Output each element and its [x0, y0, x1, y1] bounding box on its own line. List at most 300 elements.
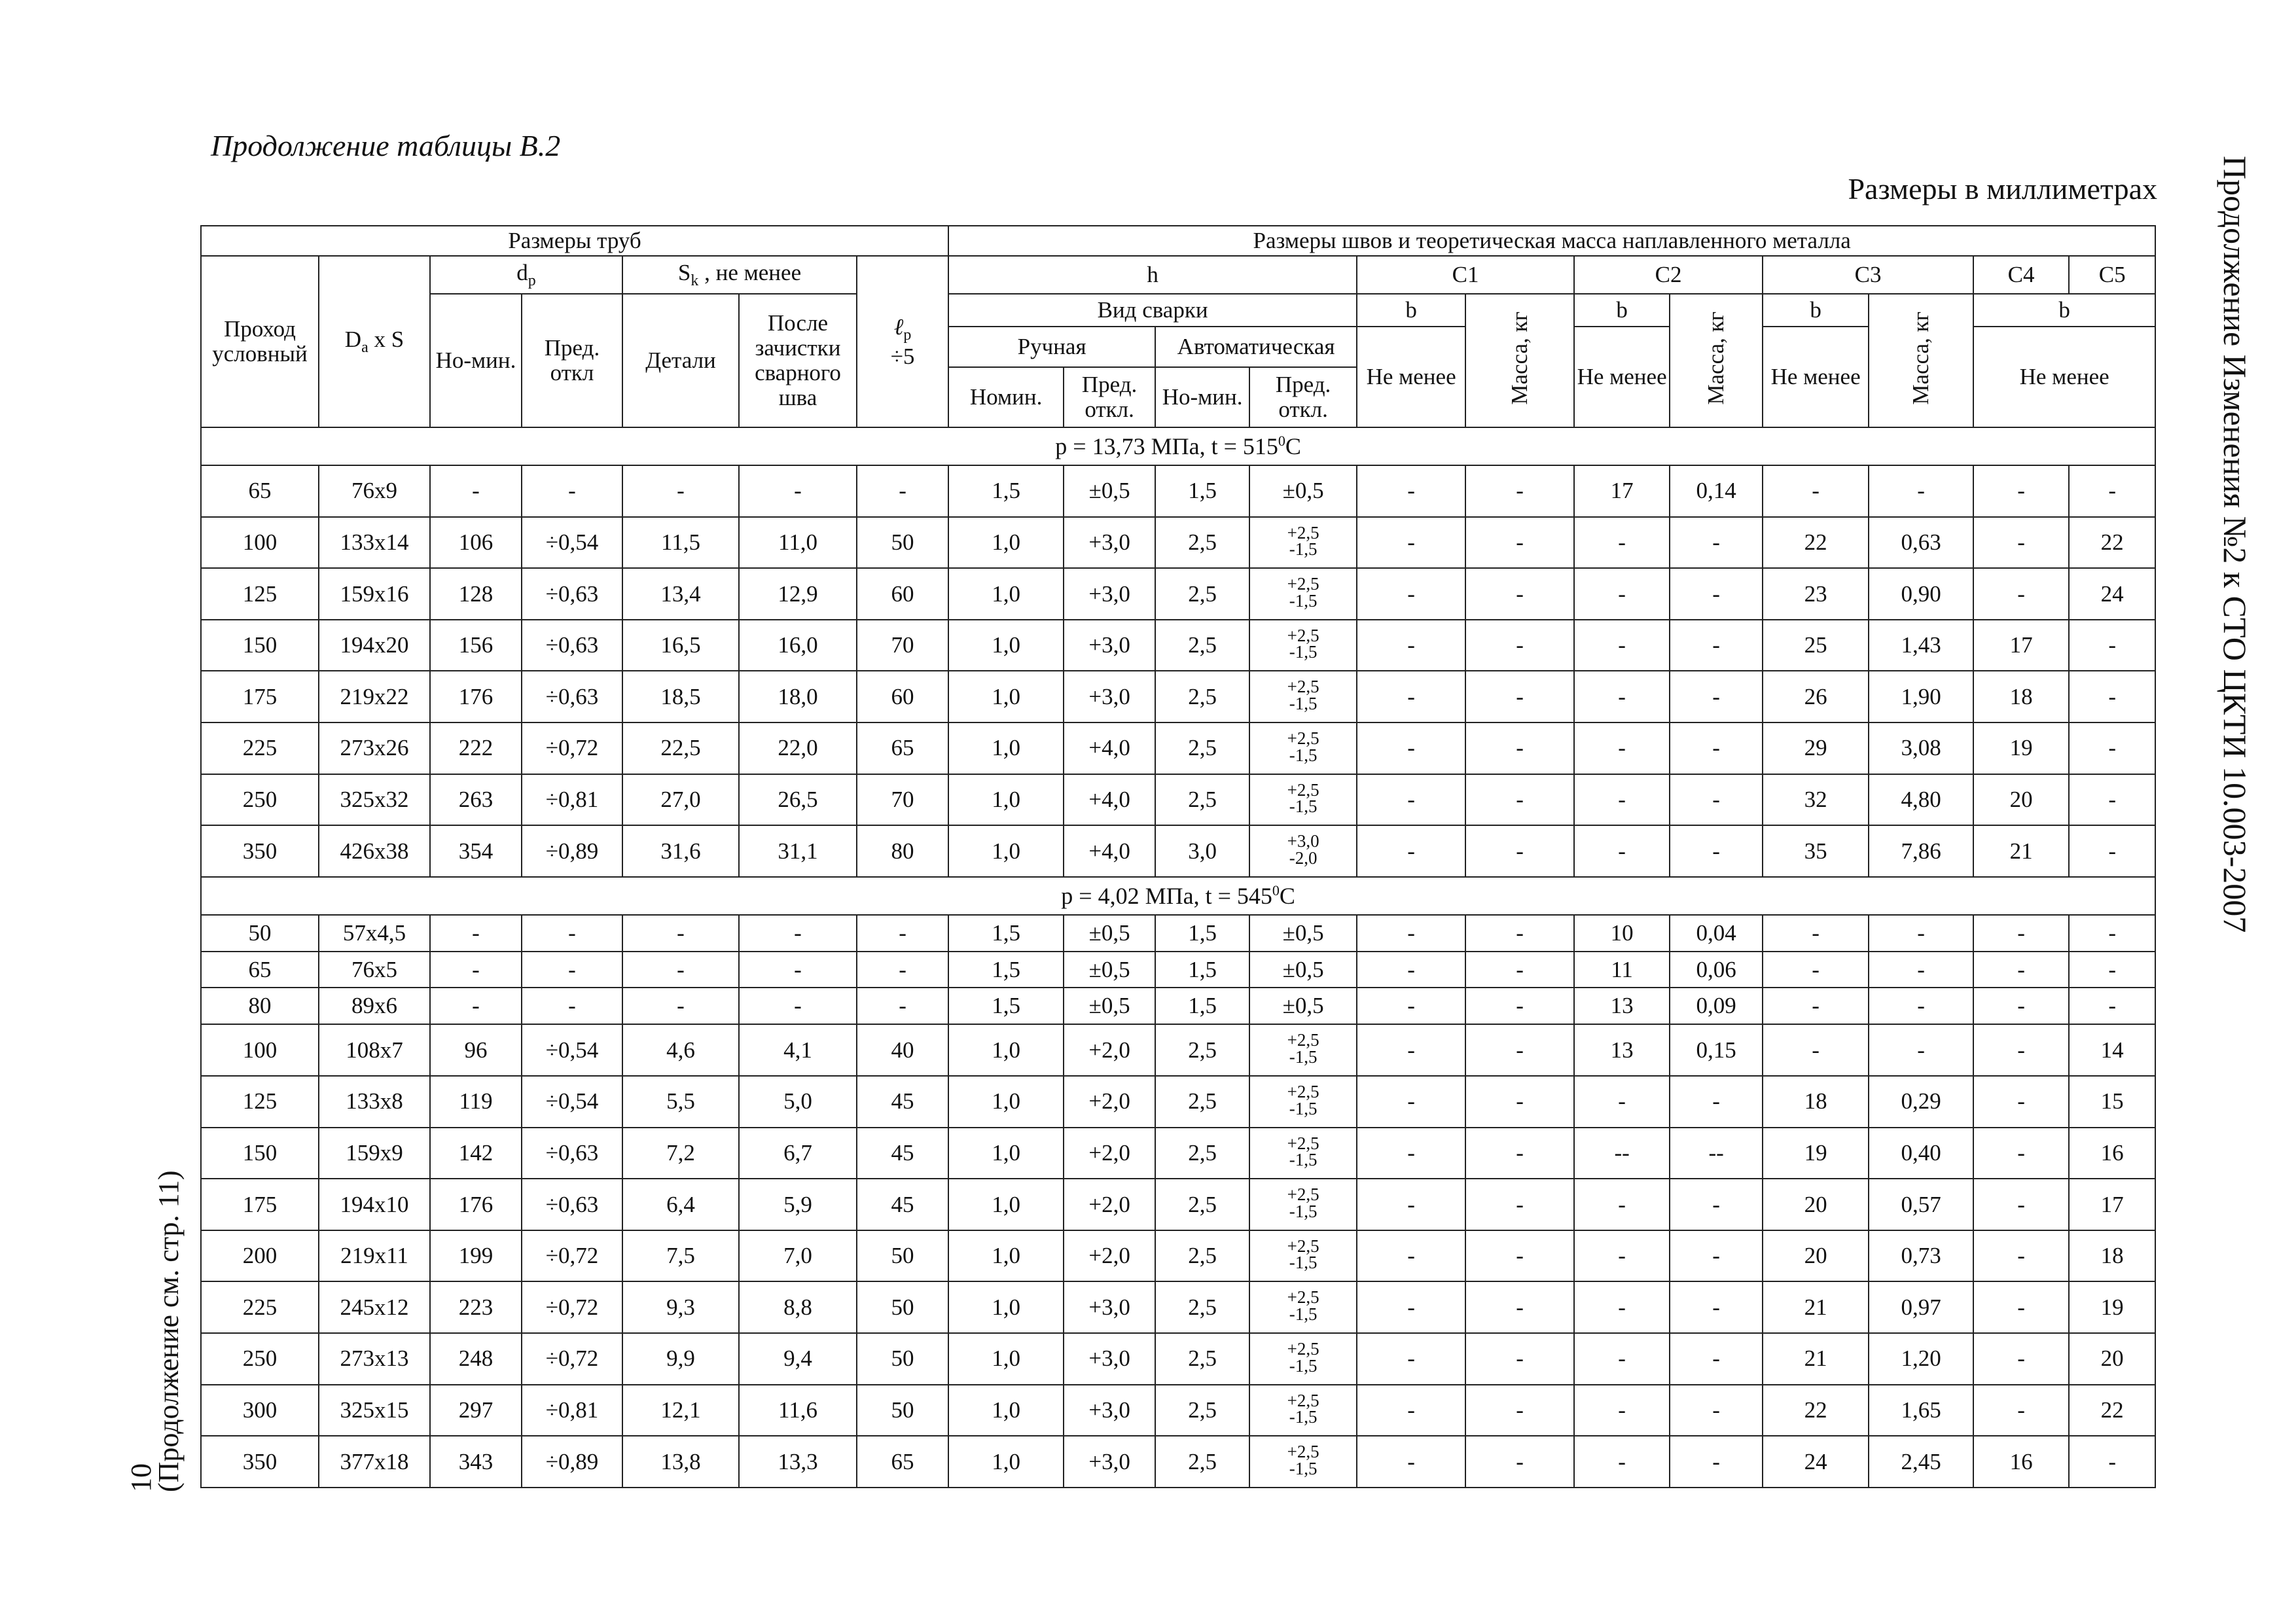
table-cell: 35 — [1763, 825, 1869, 877]
table-cell: 11,6 — [739, 1385, 857, 1436]
table-row — [201, 671, 2155, 722]
table-cell: 354 — [430, 825, 522, 877]
table-cell: ÷0,63 — [522, 1179, 622, 1230]
section-title — [201, 427, 2155, 465]
tolerance-line: +2,5 — [1287, 1339, 1319, 1359]
table-header — [201, 226, 2155, 427]
table-cell: - — [1574, 1076, 1670, 1128]
header-c3-mass — [1869, 294, 1973, 427]
dp-main: d — [516, 259, 528, 285]
table-cell: -- — [1574, 1128, 1670, 1179]
table-cell: - — [1357, 568, 1465, 620]
c1-mass-text: Масса, кг — [1507, 311, 1533, 405]
table-cell: - — [739, 465, 857, 517]
tolerance-line: -1,5 — [1289, 1459, 1318, 1478]
table-cell: +3,0 — [1064, 671, 1155, 722]
table-cell: ±0,5 — [1064, 465, 1155, 517]
header-c4: C4 — [1973, 256, 2069, 294]
tolerance-pair — [1287, 730, 1319, 764]
header-c45-not-less: Не менее — [1973, 327, 2155, 427]
header-sk-after-clean: После зачистки сварного шва — [739, 294, 857, 427]
header-auto-nominal: Но-мин. — [1155, 367, 1249, 427]
table-cell: 57x4,5 — [319, 915, 430, 952]
table-cell: 219x22 — [319, 671, 430, 722]
tolerance-line: -1,5 — [1289, 539, 1318, 560]
table-cell: 8,8 — [739, 1281, 857, 1333]
table-cell: 13,8 — [622, 1436, 739, 1488]
continuation-note-text: (Продолжение см. стр. 11) — [152, 1170, 185, 1492]
table-cell: - — [622, 952, 739, 988]
table-cell: 159x9 — [319, 1128, 430, 1179]
tolerance-pair — [1287, 522, 1319, 560]
table-cell: 5,0 — [739, 1076, 857, 1128]
table-cell: - — [1465, 1281, 1574, 1333]
table-cell: 2,5 — [1155, 517, 1249, 569]
section-title-sup: 0 — [1278, 433, 1285, 450]
table-cell: - — [1465, 1436, 1574, 1488]
table-cell: - — [1465, 1128, 1574, 1179]
table-cell: - — [857, 915, 948, 952]
table-cell: 1,90 — [1869, 671, 1973, 722]
table-cell: - — [1357, 1436, 1465, 1488]
table-cell: 11 — [1574, 952, 1670, 988]
header-c1-not-less: Не менее — [1357, 327, 1465, 427]
table-cell: 17 — [1973, 620, 2069, 671]
header-dp-tolerance: Пред. откл — [522, 294, 622, 427]
table-cell: 225 — [201, 722, 319, 774]
table-cell: 45 — [857, 1128, 948, 1179]
tolerance-pair — [1287, 679, 1319, 712]
table-cell: - — [1574, 774, 1670, 826]
table-cell: 7,86 — [1869, 825, 1973, 877]
header-manual-tolerance: Пред. откл. — [1064, 367, 1155, 427]
table-cell: 2,5 — [1155, 1281, 1249, 1333]
table-row — [201, 774, 2155, 826]
table-cell: 219x11 — [319, 1230, 430, 1282]
table-cell: 128 — [430, 568, 522, 620]
table-cell: 3,0 — [1155, 825, 1249, 877]
table-cell: - — [1670, 722, 1763, 774]
table-cell: 50 — [857, 1333, 948, 1385]
table-cell: - — [430, 988, 522, 1024]
table-cell: ÷0,72 — [522, 1230, 622, 1282]
table-cell: 32 — [1763, 774, 1869, 826]
table-cell: 7,2 — [622, 1128, 739, 1179]
units-note: Размеры в миллиметрах — [1848, 172, 2157, 205]
header-auto-tolerance: Пред. откл. — [1249, 367, 1357, 427]
header-nominal-bore: Проход условный — [201, 256, 319, 427]
table-cell: - — [739, 988, 857, 1024]
tolerance-pair — [1287, 1186, 1319, 1220]
header-c3: C3 — [1763, 256, 1973, 294]
table-cell: - — [1763, 465, 1869, 517]
table-cell: 89x6 — [319, 988, 430, 1024]
table-cell: 2,45 — [1869, 1436, 1973, 1488]
table-cell: 12,1 — [622, 1385, 739, 1436]
table-cell: +3,0 — [1064, 517, 1155, 569]
table-cell: 1,0 — [948, 774, 1064, 826]
table-cell: - — [1670, 568, 1763, 620]
table-cell: 24 — [2069, 568, 2155, 620]
table-cell: - — [2069, 915, 2155, 952]
table-cell: - — [1357, 825, 1465, 877]
table-cell: +3,0 — [1064, 568, 1155, 620]
table-row — [201, 952, 2155, 988]
table-cell: - — [1574, 722, 1670, 774]
table-cell: - — [1357, 1179, 1465, 1230]
table-row — [201, 1024, 2155, 1076]
table-cell: - — [622, 915, 739, 952]
table-cell: 45 — [857, 1179, 948, 1230]
table-cell: - — [1973, 1333, 2069, 1385]
table-cell: 1,0 — [948, 1333, 1064, 1385]
table-cell: 0,97 — [1869, 1281, 1973, 1333]
table-cell: 1,5 — [1155, 915, 1249, 952]
table-cell: - — [1465, 1179, 1574, 1230]
table-cell: 1,43 — [1869, 620, 1973, 671]
sk-main: S — [677, 259, 691, 285]
table-cell: +3,0 — [1064, 620, 1155, 671]
table-cell: 3,08 — [1869, 722, 1973, 774]
table-cell: - — [857, 465, 948, 517]
table-cell: - — [1357, 722, 1465, 774]
table-cell: ±0,5 — [1249, 952, 1357, 988]
table-caption: Продолжение таблицы В.2 — [211, 129, 561, 162]
table-cell: - — [2069, 952, 2155, 988]
table-cell: - — [1670, 825, 1763, 877]
header-sk — [622, 256, 857, 294]
table-cell: 1,0 — [948, 1281, 1064, 1333]
table-cell: 1,0 — [948, 1230, 1064, 1282]
table-cell: - — [1465, 465, 1574, 517]
table-cell: 1,0 — [948, 1179, 1064, 1230]
header-c45-b: b — [1973, 294, 2155, 327]
tolerance-line: +3,0 — [1287, 831, 1319, 851]
table-cell: 1,5 — [1155, 952, 1249, 988]
table-cell: - — [1574, 1436, 1670, 1488]
header-c3-not-less: Не менее — [1763, 327, 1869, 427]
header-c1-mass — [1465, 294, 1574, 427]
table-cell: 80 — [857, 825, 948, 877]
table-cell: - — [1357, 1076, 1465, 1128]
document-side-title — [2216, 156, 2255, 967]
table-cell: +3,0 — [1064, 1436, 1155, 1488]
dimensions-table — [200, 225, 2156, 1488]
table-cell: 13,3 — [739, 1436, 857, 1488]
table-cell: +3,0 — [1064, 1333, 1155, 1385]
table-cell: - — [1670, 1436, 1763, 1488]
header-weld-type: Вид сварки — [948, 294, 1357, 327]
table-cell: - — [1670, 1230, 1763, 1282]
lp-tol: ÷5 — [890, 343, 915, 369]
table-cell: 25 — [1763, 620, 1869, 671]
table-cell: 250 — [201, 774, 319, 826]
dp-sub: p — [528, 272, 536, 289]
table-cell: 9,3 — [622, 1281, 739, 1333]
table-cell: - — [1574, 825, 1670, 877]
table-cell: 0,09 — [1670, 988, 1763, 1024]
section-title-main: р = 13,73 МПа, t = 515 — [1055, 433, 1278, 460]
table-cell: 0,63 — [1869, 517, 1973, 569]
header-lp — [857, 256, 948, 427]
table-cell: 26,5 — [739, 774, 857, 826]
table-cell: - — [1973, 988, 2069, 1024]
table-cell: 100 — [201, 517, 319, 569]
table-cell: 76x5 — [319, 952, 430, 988]
table-cell: +4,0 — [1064, 825, 1155, 877]
table-cell: - — [1574, 1281, 1670, 1333]
tolerance-line: -1,5 — [1289, 642, 1318, 662]
table-cell: - — [739, 915, 857, 952]
table-cell: ÷0,81 — [522, 774, 622, 826]
table-cell: ÷0,81 — [522, 1385, 622, 1436]
table-cell: - — [1670, 671, 1763, 722]
tolerance-pair — [1287, 779, 1319, 817]
table-cell: - — [1973, 1179, 2069, 1230]
table-cell: - — [1357, 517, 1465, 569]
tolerance-line: -1,5 — [1289, 796, 1318, 817]
table-cell: 50 — [857, 517, 948, 569]
c3-mass-text: Масса, кг — [1908, 311, 1934, 405]
table-cell: - — [1357, 1230, 1465, 1282]
table-cell: 1,5 — [948, 952, 1064, 988]
page-number-text: 10 — [125, 1463, 157, 1492]
header-c1: C1 — [1357, 256, 1574, 294]
table-cell: - — [1465, 952, 1574, 988]
table-cell: 20 — [1763, 1230, 1869, 1282]
table-cell: - — [1973, 517, 2069, 569]
table-cell: 199 — [430, 1230, 522, 1282]
tolerance-line: +2,5 — [1287, 1185, 1319, 1205]
table-cell: 40 — [857, 1024, 948, 1076]
table-cell: 50 — [201, 915, 319, 952]
table-cell: 31,6 — [622, 825, 739, 877]
table-cell: ±0,5 — [1249, 465, 1357, 517]
table-cell: ÷0,63 — [522, 620, 622, 671]
table-cell: ÷0,72 — [522, 722, 622, 774]
table-cell: 194x10 — [319, 1179, 430, 1230]
table-cell: ÷0,63 — [522, 1128, 622, 1179]
table-cell: ÷0,89 — [522, 1436, 622, 1488]
header-seam-sizes: Размеры швов и теоретическая масса наплавленного металла — [948, 226, 2155, 256]
sk-rest: , не менее — [698, 259, 802, 285]
table-cell: 96 — [430, 1024, 522, 1076]
tolerance-pair — [1287, 1289, 1319, 1323]
table-cell: 16,5 — [622, 620, 739, 671]
table-cell: 273x26 — [319, 722, 430, 774]
table-cell: 50 — [857, 1385, 948, 1436]
tolerance-line: +2,5 — [1287, 625, 1319, 645]
header-ds — [319, 256, 430, 427]
table-cell: 1,5 — [1155, 988, 1249, 1024]
table-cell: - — [1973, 1128, 2069, 1179]
table-cell: ÷0,63 — [522, 568, 622, 620]
header-h: h — [948, 256, 1357, 294]
table-cell: - — [1869, 465, 1973, 517]
table-cell — [1249, 774, 1357, 826]
table-cell: 106 — [430, 517, 522, 569]
tolerance-line: +2,5 — [1287, 1287, 1319, 1308]
table-cell: - — [1973, 1076, 2069, 1128]
table-cell: 50 — [857, 1230, 948, 1282]
tolerance-line: -1,5 — [1289, 1355, 1318, 1376]
tolerance-line: +2,5 — [1287, 1390, 1319, 1410]
table-cell: +2,0 — [1064, 1230, 1155, 1282]
continuation-note — [152, 1139, 191, 1492]
tolerance-pair — [1287, 1081, 1319, 1118]
table-cell: 22 — [2069, 517, 2155, 569]
table-cell: - — [1574, 1333, 1670, 1385]
table-cell: 1,5 — [948, 465, 1064, 517]
table-cell: 300 — [201, 1385, 319, 1436]
table-cell — [1249, 620, 1357, 671]
table-cell: 1,5 — [948, 988, 1064, 1024]
table-cell: - — [1465, 671, 1574, 722]
table-cell: 18 — [2069, 1230, 2155, 1282]
table-cell: - — [2069, 825, 2155, 877]
table-cell: +2,0 — [1064, 1128, 1155, 1179]
tolerance-line: +2,5 — [1287, 779, 1319, 800]
header-c5: C5 — [2069, 256, 2155, 294]
table-cell: 200 — [201, 1230, 319, 1282]
table-cell: 273x13 — [319, 1333, 430, 1385]
header-c3-b: b — [1763, 294, 1869, 327]
table-cell: - — [2069, 1436, 2155, 1488]
header-c2-not-less: Не менее — [1574, 327, 1670, 427]
table-cell: 70 — [857, 774, 948, 826]
table-cell: - — [1670, 620, 1763, 671]
table-cell: - — [1973, 1281, 2069, 1333]
table-cell: 13 — [1574, 1024, 1670, 1076]
ds-sub: a — [361, 338, 368, 356]
table-cell: 108x7 — [319, 1024, 430, 1076]
table-cell: 29 — [1763, 722, 1869, 774]
table-cell: - — [1465, 722, 1574, 774]
tolerance-line: +2,5 — [1287, 1442, 1319, 1462]
table-cell: ±0,5 — [1064, 915, 1155, 952]
table-cell: 2,5 — [1155, 1436, 1249, 1488]
table-cell: - — [1869, 915, 1973, 952]
table-cell: ÷0,89 — [522, 825, 622, 877]
table-cell: 350 — [201, 825, 319, 877]
table-cell: - — [1670, 1385, 1763, 1436]
header-pipe-sizes: Размеры труб — [201, 226, 948, 256]
table-cell: 16 — [1973, 1436, 2069, 1488]
table-cell: 2,5 — [1155, 1024, 1249, 1076]
table-cell: 0,04 — [1670, 915, 1763, 952]
tolerance-line: -1,5 — [1289, 745, 1318, 765]
table-cell: - — [2069, 722, 2155, 774]
table-cell: ÷0,54 — [522, 517, 622, 569]
table-cell: 70 — [857, 620, 948, 671]
tolerance-pair — [1287, 1341, 1319, 1374]
table-cell: ÷0,63 — [522, 671, 622, 722]
page-number — [90, 1440, 157, 1492]
table-cell — [1249, 671, 1357, 722]
table-cell: 10 — [1574, 915, 1670, 952]
table-cell: 2,5 — [1155, 1385, 1249, 1436]
table-cell: 225 — [201, 1281, 319, 1333]
table-cell: -- — [1670, 1128, 1763, 1179]
tolerance-line: -1,5 — [1289, 694, 1318, 714]
table-cell: 245x12 — [319, 1281, 430, 1333]
table-cell: 0,90 — [1869, 568, 1973, 620]
table-cell: 2,5 — [1155, 1076, 1249, 1128]
tolerance-pair — [1287, 1135, 1319, 1169]
section-title-main: р = 4,02 МПа, t = 545 — [1061, 882, 1272, 909]
table-row — [201, 1076, 2155, 1128]
table-cell: 133x14 — [319, 517, 430, 569]
table-cell: 22,0 — [739, 722, 857, 774]
table-cell: - — [522, 465, 622, 517]
table-cell: - — [1670, 1179, 1763, 1230]
table-cell: 156 — [430, 620, 522, 671]
table-cell: 2,5 — [1155, 1333, 1249, 1385]
table-cell — [1249, 1333, 1357, 1385]
table-cell: 4,6 — [622, 1024, 739, 1076]
table-cell: 14 — [2069, 1024, 2155, 1076]
table-cell: - — [1357, 1128, 1465, 1179]
header-c1-b: b — [1357, 294, 1465, 327]
table-cell: 7,5 — [622, 1230, 739, 1282]
table-cell — [1249, 825, 1357, 877]
table-cell: 1,0 — [948, 1436, 1064, 1488]
table-cell: 12,9 — [739, 568, 857, 620]
table-cell: 50 — [857, 1281, 948, 1333]
table-cell: - — [1670, 1076, 1763, 1128]
table-cell: 9,4 — [739, 1333, 857, 1385]
table-cell: 426x38 — [319, 825, 430, 877]
table-row — [201, 517, 2155, 569]
table-cell: 2,5 — [1155, 568, 1249, 620]
tolerance-pair — [1287, 833, 1319, 866]
table-cell: 19 — [1973, 722, 2069, 774]
table-cell: - — [1465, 1385, 1574, 1436]
table-row — [201, 1281, 2155, 1333]
table-cell: 248 — [430, 1333, 522, 1385]
section-title — [201, 877, 2155, 915]
table-cell: - — [1465, 1230, 1574, 1282]
table-cell: 15 — [2069, 1076, 2155, 1128]
header-dp — [430, 256, 622, 294]
table-cell: 142 — [430, 1128, 522, 1179]
table-cell: - — [522, 915, 622, 952]
table-cell: +2,0 — [1064, 1076, 1155, 1128]
table-row — [201, 825, 2155, 877]
table-cell: +3,0 — [1064, 1385, 1155, 1436]
table-cell: 1,20 — [1869, 1333, 1973, 1385]
table-cell: - — [1574, 517, 1670, 569]
table-cell: 0,73 — [1869, 1230, 1973, 1282]
table-cell: 1,0 — [948, 1024, 1064, 1076]
table-cell: 343 — [430, 1436, 522, 1488]
table-cell: 150 — [201, 1128, 319, 1179]
tolerance-pair — [1287, 1238, 1319, 1272]
table-cell: 27,0 — [622, 774, 739, 826]
tolerance-line: +2,5 — [1287, 522, 1319, 543]
table-cell: 20 — [2069, 1333, 2155, 1385]
table-cell: - — [1357, 952, 1465, 988]
table-cell: 133x8 — [319, 1076, 430, 1128]
tolerance-line: +2,5 — [1287, 677, 1319, 697]
table-cell: 9,9 — [622, 1333, 739, 1385]
table-cell: 2,5 — [1155, 1230, 1249, 1282]
side-title-text: Продолжение Изменения №2 к СТО ЦКТИ 10.003-2007 — [2217, 156, 2253, 933]
table-cell: - — [1763, 915, 1869, 952]
table-cell: ±0,5 — [1064, 952, 1155, 988]
tolerance-line: -1,5 — [1289, 1150, 1318, 1170]
table-cell: - — [1973, 1024, 2069, 1076]
